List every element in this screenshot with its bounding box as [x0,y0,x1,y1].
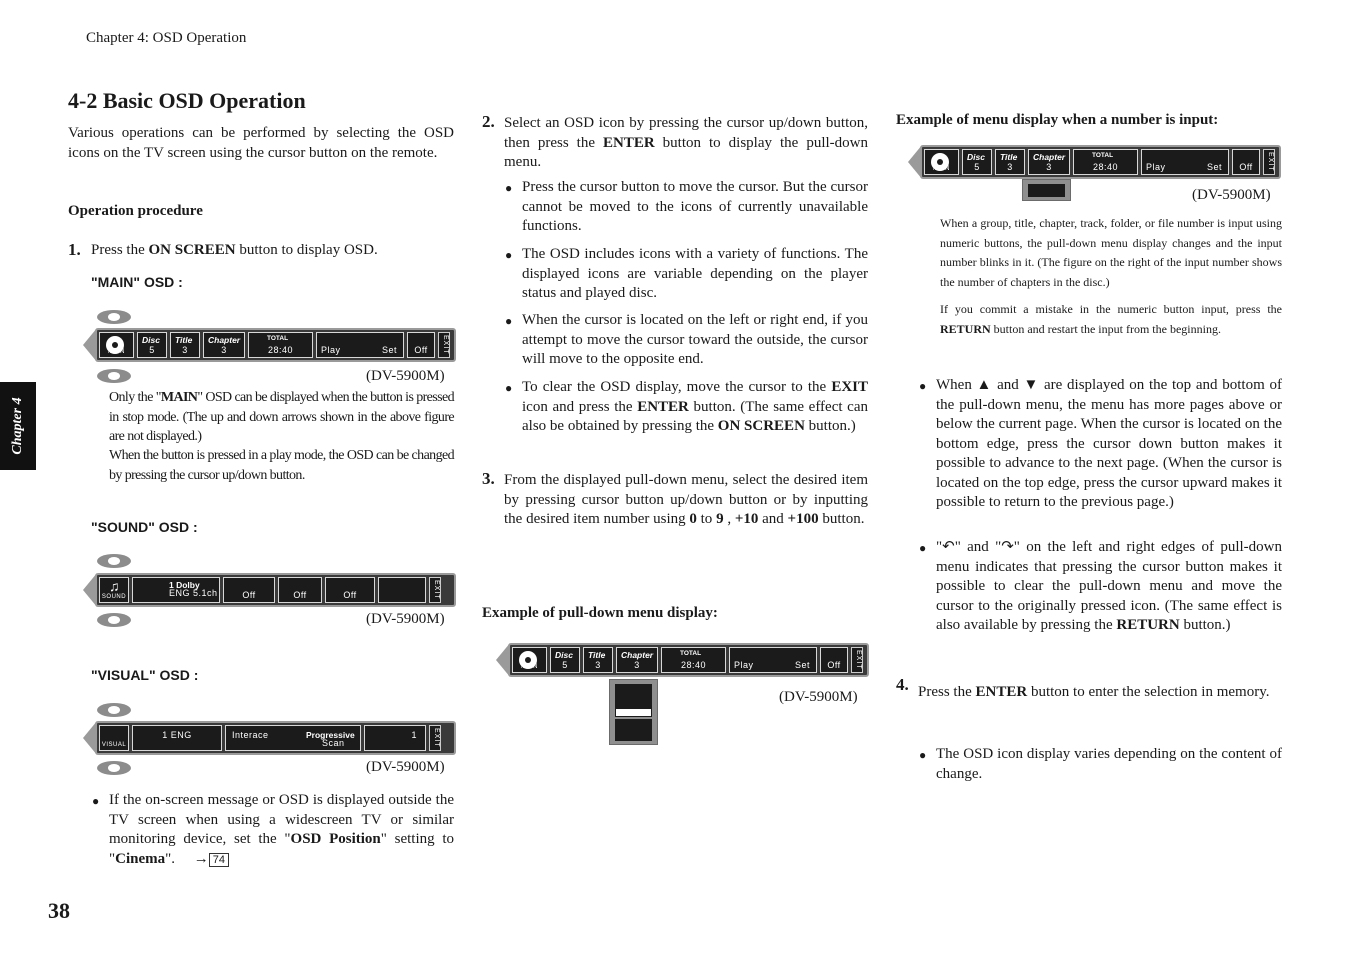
number-example-model: (DV-5900M) [1192,187,1271,203]
main-osd-model: (DV-5900M) [366,368,445,384]
exit-icon: EXIT [438,332,450,358]
title-icon: Title 3 [170,332,200,358]
right-bullet-2: ● "↶" and "↷" on the left and right edges of pull-down menu indicates that pressing the cursor button makes it possible to clear the pull-down menu and move the cursor to the originally pressed icon. (The same effect is also available by pressing the RETURN button.) [936,538,1282,636]
up-arrow-icon [97,703,131,717]
down-arrow-icon [97,613,131,627]
visual-osd-bar [95,721,456,755]
page-number: 38 [48,898,70,923]
number-note-2: If you commit a mistake in the numeric button input, press the RETURN button and restart the input from the beginning. [940,302,1282,336]
main-menu-icon: MAIN [512,647,547,673]
step-2-bullet-1: ● Press the cursor button to move the cursor. But the cursor cannot be moved to the icons of currently unavailable functions. [522,178,868,237]
step-4-number: 4. [896,675,909,694]
up-arrow-icon [97,310,131,324]
step-2-bullet-2: ● The OSD includes icons with a variety of functions. The displayed icons are variable depending on the player status and played disc. [522,245,868,304]
pulldown-osd-bar [508,643,869,677]
right-bullet-1: ● When ▲ and ▼ are displayed on the top and bottom of the pull-down menu, the menu has more pages above or below the current page. When the cursor is located on the bottom edge, press the cursor down button makes it possible to advance to the next page. (When the cursor is located on the top edge, press the cursor upward makes it possible to return to the previous page.) [936,376,1282,513]
off-icon: Off [1232,149,1260,175]
down-arrow-icon [97,761,131,775]
number-note-1: When a group, title, chapter, track, folder, or file number is input using numeric buttons, the pull-down menu display changes and the input number blinks in it. (The figure on the right of the input number shows the number of chapters in the disc.) [940,216,1282,289]
play-set-icon: Play Set [1141,149,1229,175]
total-time-icon: TOTAL 28:40 [661,647,726,673]
step-3-number: 3. [482,469,495,488]
step-1-text: Press the ON SCREEN button to display OSD. [91,242,378,258]
chapter-icon: Chapter 3 [1028,149,1070,175]
visual-osd-model: (DV-5900M) [366,759,445,775]
title-icon: Title 3 [583,647,613,673]
off-icon: Off [820,647,848,673]
section-title: 4-2 Basic OSD Operation [68,88,306,113]
off-icon: Off [407,332,435,358]
dialogue-icon: Off [278,577,322,603]
visual-osd-heading: "VISUAL" OSD : [91,667,199,683]
chapter-icon: Chapter 3 [616,647,658,673]
page-reference: 74 [209,853,229,867]
step-4-bullet: ● The OSD icon display varies depending on the content of change. [936,745,1282,784]
blank-icon [378,577,426,603]
main-osd-note-1: Only the "MAIN" OSD can be displayed when the button is pressed in stop mode. (The up and down arrows shown in the above figure are not displayed.) [109,390,454,444]
pulldown-example-heading: Example of pull-down menu display: [482,605,718,621]
pulldown-example-model: (DV-5900M) [779,689,858,705]
pulldown-menu [609,679,658,745]
down-arrow-icon [97,369,131,383]
up-arrow-icon [97,554,131,568]
total-time-icon: TOTAL 28:40 [248,332,313,358]
surround-icon: Off [223,577,275,603]
interlace-icon: Interace Progressive Scan [225,725,361,751]
play-set-icon: Play Set [729,647,817,673]
exit-icon: EXIT [429,725,441,751]
pulldown-menu [1022,179,1071,201]
number-osd-bar [920,145,1281,179]
number-example-heading: Example of menu display when a number is input: [896,112,1219,128]
cinema-note: ● If the on-screen message or OSD is displayed outside the TV screen when using a widescreen TV or similar monitoring device, set the "OSD Position" setting to "Cinema". → 74 [109,791,454,870]
main-osd-bar [95,328,456,362]
speaker-icon: Off [325,577,375,603]
disc-icon: Disc 5 [137,332,167,358]
step-3-text: From the displayed pull-down menu, select the desired item by pressing cursor button up/down button or by inputting the desired item number using 0 to 9 , +10 and +100 button. [504,472,868,527]
exit-icon: EXIT [429,577,441,603]
angle-icon: 1 [364,725,426,751]
disc-icon: Disc 5 [962,149,992,175]
chapter-side-tab: Chapter 4 [0,382,36,470]
step-2-number: 2. [482,112,495,131]
main-menu-icon: MAIN [924,149,959,175]
step-4-text: Press the ENTER button to enter the selection in memory. [918,684,1270,700]
eye-icon: VISUAL [99,725,129,751]
disc-icon: Disc 5 [550,647,580,673]
sound-osd-bar [95,573,456,607]
running-header: Chapter 4: OSD Operation [86,30,247,46]
main-menu-icon: MAIN [99,332,134,358]
step-2-bullet-3: ● When the cursor is located on the left or right end, if you attempt to move the cursor toward the outside, the cursor will move to the opposite end. [522,311,868,370]
play-set-icon: Play Set [316,332,404,358]
intro-paragraph: Various operations can be performed by selecting the OSD icons on the TV screen using the cursor button on the remote. [68,125,454,161]
main-osd-note-2: When the button is pressed in a play mode, the OSD can be changed by pressing the cursor up/down button. [109,448,454,483]
audio-track-icon: 1 Dolby ENG 5.1ch [132,577,220,603]
main-osd-heading: "MAIN" OSD : [91,274,183,290]
exit-icon: EXIT [851,647,863,673]
procedure-heading: Operation procedure [68,203,203,219]
subtitle-icon: 1 ENG [132,725,222,751]
step-1-number: 1. [68,240,81,259]
exit-icon: EXIT [1263,149,1275,175]
sound-osd-model: (DV-5900M) [366,611,445,627]
chapter-icon: Chapter 3 [203,332,245,358]
step-2-text: Select an OSD icon by pressing the cursor up/down button, then press the ENTER button to display the pull-down menu. [504,115,868,170]
title-icon: Title 3 [995,149,1025,175]
total-time-icon: TOTAL 28:40 [1073,149,1138,175]
sound-osd-heading: "SOUND" OSD : [91,519,198,535]
step-2-bullet-4: ● To clear the OSD display, move the cursor to the EXIT icon and press the ENTER button. (The same effect can also be obtained by pressing the ON SCREEN button.) [522,378,868,437]
music-note-icon: ♫ SOUND [99,577,129,603]
